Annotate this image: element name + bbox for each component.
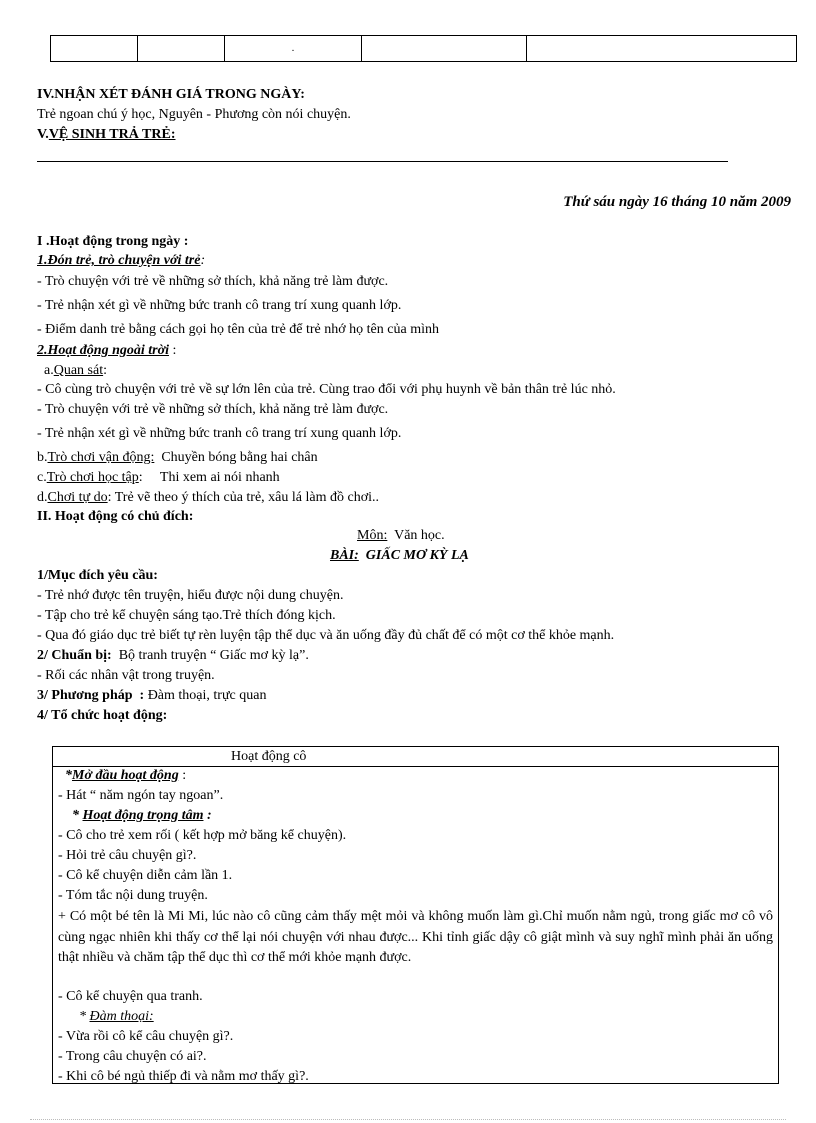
lesson-value: GIẤC MƠ KỲ LẠ: [358, 548, 469, 563]
activity-table-header: Hoạt động cô: [231, 749, 307, 764]
list-item: - Trẻ nhận xét gì về những bức tranh cô trang trí xung quanh lớp.: [37, 298, 402, 313]
section-4-text: Trẻ ngoan chú ý học, Nguyên - Phương còn nói chuyện.: [37, 107, 351, 122]
activity-c: [37, 470, 280, 486]
discussion-prefix: *: [58, 1009, 90, 1024]
table-header-divider: [53, 766, 778, 767]
quan-sat-line: [37, 363, 107, 379]
quan-sat-suffix: :: [103, 363, 107, 378]
list-item: - Trẻ nhớ được tên truyện, hiểu được nội dung chuyện.: [37, 588, 344, 603]
preparation-line: [37, 648, 309, 664]
story-summary: + Có một bé tên là Mi Mi, lúc nào cô cũng cảm thấy mệt mỏi và không muốn làm gì.Chỉ muốn nằm ngủ, trong giấc mơ cô vô cùng ngạc nhiên khi thấy cơ thể lại nói chuyện với nhau được... Khi tỉnh giấc dậy cô giật mình và suy nghĩ mình phải ăn uống thật nhiều và chăm tập thể dục thì cơ thể mới khỏe mạnh được.: [58, 909, 773, 965]
sub-2-heading: 2.Hoạt động ngoài trời: [37, 343, 169, 358]
sub-1-title: [37, 253, 205, 269]
section-5-title: [37, 127, 176, 143]
sub-2-title: [37, 343, 176, 359]
subject-line: [357, 528, 445, 544]
table-row: - Cô kể chuyện qua tranh.: [58, 989, 203, 1004]
section-4-title: IV.NHẬN XÉT ĐÁNH GIÁ TRONG NGÀY:: [37, 87, 305, 102]
list-item: - Trò chuyện với trẻ về những sở thích, khả năng trẻ làm được.: [37, 402, 389, 417]
subject-label: Môn:: [357, 528, 388, 543]
lesson-title: [330, 548, 469, 564]
section-5-prefix: V.: [37, 127, 49, 142]
sub-1-suffix: :: [200, 253, 206, 268]
intro-prefix: *: [58, 768, 72, 783]
list-item: - Cô cùng trò chuyện với trẻ về sự lớn lên của trẻ. Cùng trao đổi với phụ huynh về bản thân trẻ lúc nhỏ.: [37, 382, 616, 397]
activity-b: [37, 450, 318, 466]
top-table-cell: [138, 36, 225, 62]
objectives-title: 1/Mục đích yêu cầu:: [37, 568, 158, 583]
quan-sat-prefix: a.: [37, 363, 54, 378]
method-title: 3/ Phương pháp :: [37, 688, 145, 703]
activity-c-text: : Thi xem ai nói nhanh: [138, 470, 280, 485]
activity-b-label: Trò chơi vận động:: [47, 450, 155, 465]
table-row: - Tóm tắc nội dung truyện.: [58, 888, 208, 903]
intro-title: Mở đầu hoạt động: [72, 768, 179, 783]
table-row: - Hát “ năm ngón tay ngoan”.: [58, 788, 224, 803]
main-heading: [58, 808, 212, 824]
main-title: Hoạt động trọng tâm: [82, 808, 204, 823]
activity-d-prefix: d.: [37, 490, 48, 505]
activity-d: [37, 490, 379, 506]
lesson-label: BÀI:: [330, 548, 359, 563]
preparation-text: Bộ tranh truyện “ Giấc mơ kỳ lạ”.: [111, 648, 309, 663]
divider-line: [37, 161, 728, 162]
main-suffix: :: [203, 808, 212, 823]
sub-1-heading: 1.Đón trẻ, trò chuyện với trẻ: [37, 253, 201, 268]
activity-b-text: Chuyền bóng bằng hai chân: [154, 450, 318, 465]
method-text: Đàm thoại, trực quan: [144, 688, 267, 703]
part-2-title: II. Hoạt động có chủ đích:: [37, 509, 194, 524]
activity-b-prefix: b.: [37, 450, 48, 465]
subject-value: Văn học.: [387, 528, 445, 543]
section-5-heading: VỆ SINH TRẢ TRẺ:: [48, 127, 176, 142]
date-line: Thứ sáu ngày 16 tháng 10 năm 2009: [563, 194, 791, 210]
table-row: - Cô kể chuyện diễn cảm lần 1.: [58, 868, 233, 883]
list-item: - Tập cho trẻ kể chuyện sáng tạo.Trẻ thích đóng kịch.: [37, 608, 336, 623]
activity-c-prefix: c.: [37, 470, 47, 485]
method-line: [37, 688, 266, 704]
list-item: - Qua đó giáo dục trẻ biết tự rèn luyện tập thể dục và ăn uống đầy đủ chất để có một cơ thể khỏe mạnh.: [37, 628, 615, 643]
list-item: - Rối các nhân vật trong truyện.: [37, 668, 215, 683]
preparation-title: 2/ Chuẩn bị:: [37, 648, 112, 663]
activity-table: [52, 746, 779, 1084]
activity-d-text: : Trẻ vẽ theo ý thích của trẻ, xâu lá làm đồ chơi..: [107, 490, 380, 505]
table-row: - Hỏi trẻ câu chuyện gì?.: [58, 848, 197, 863]
main-prefix: *: [58, 808, 83, 823]
list-item: - Trẻ nhận xét gì về những bức tranh cô trang trí xung quanh lớp.: [37, 426, 402, 441]
table-row: - Khi cô bé ngủ thiếp đi và nằm mơ thấy gì?.: [58, 1069, 309, 1084]
list-item: - Điểm danh trẻ bằng cách gọi họ tên của trẻ để trẻ nhớ họ tên của mình: [37, 322, 439, 337]
table-row: - Cô cho trẻ xem rối ( kết hợp mở băng kể chuyện).: [58, 828, 347, 843]
top-table-cell: [51, 36, 138, 62]
top-table: [50, 35, 797, 62]
discussion-heading: [58, 1009, 154, 1025]
part-1-title: I .Hoạt động trong ngày :: [37, 234, 189, 249]
top-table-cell: [362, 36, 527, 62]
footer-dotted-line: [30, 1119, 786, 1120]
table-row: - Trong câu chuyện có ai?.: [58, 1049, 207, 1064]
table-row: - Vừa rồi cô kể câu chuyện gì?.: [58, 1029, 234, 1044]
list-item: - Trò chuyện với trẻ về những sở thích, khả năng trẻ làm được.: [37, 274, 389, 289]
sub-2-suffix: :: [168, 343, 177, 358]
activity-d-label: Chơi tự do: [47, 490, 108, 505]
discussion-title: Đàm thoại:: [89, 1009, 154, 1024]
activity-c-label: Trò chơi học tập: [46, 470, 139, 485]
organization-title: 4/ Tổ chức hoạt động:: [37, 708, 168, 723]
quan-sat-label: Quan sát: [53, 363, 104, 378]
intro-heading: [58, 768, 186, 784]
top-table-cell: .: [225, 36, 362, 62]
intro-suffix: :: [178, 768, 187, 783]
top-table-cell: [527, 36, 797, 62]
